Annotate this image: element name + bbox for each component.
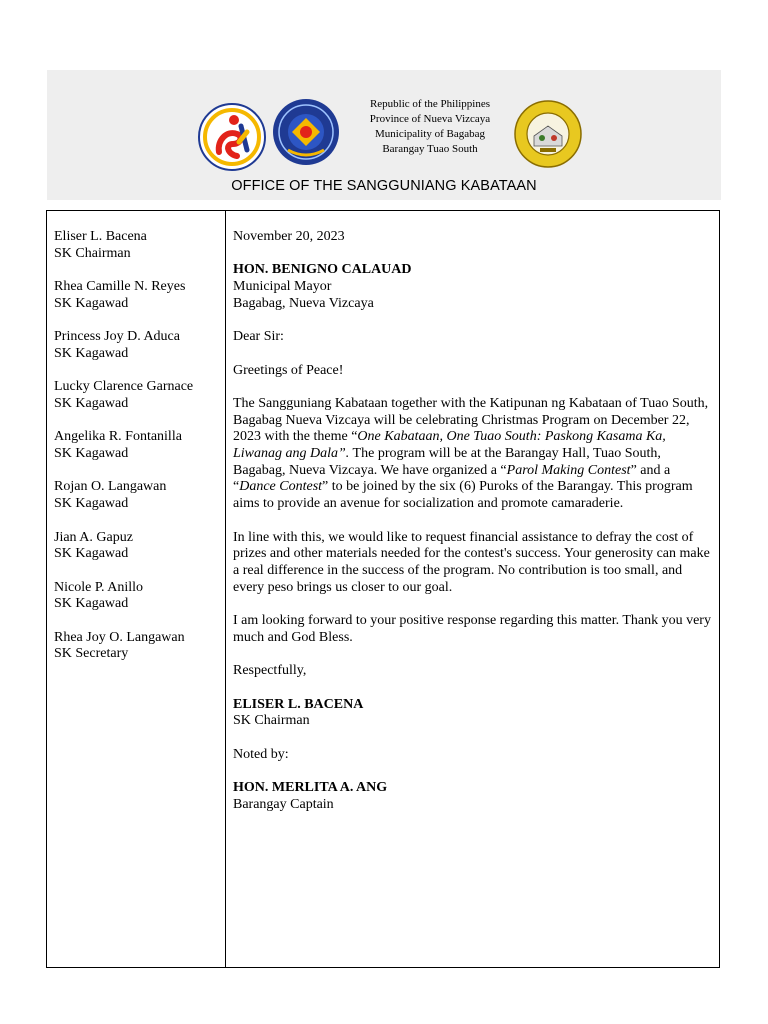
member-name: Nicole P. Anillo [54,579,144,595]
recipient-address: Bagabag, Nueva Vizcaya [233,295,374,311]
member-role: SK Secretary [54,646,129,662]
member-name: Lucky Clarence Garnace [54,379,194,395]
noted-by-name: HON. MERLITA A. ANG [233,780,388,796]
letter-date: November 20, 2023 [233,229,345,244]
member-name: Rhea Joy O. Langawan [54,629,185,645]
letter-column [233,229,711,830]
member-item [54,530,222,563]
noted-by-label: Noted by: [233,746,289,762]
noted-by-block [233,780,711,813]
salutation: Dear Sir: [233,329,284,345]
contest-parol: Parol Making Contest [506,462,631,478]
address-line-3: Municipality of Bagabag [375,128,485,140]
address-line-2: Province of Nueva Vizcaya [369,113,491,125]
member-role: SK Kagawad [54,546,129,562]
signatory-name: ELISER L. BACENA [233,696,364,712]
member-item [54,229,222,262]
member-role: SK Chairman [54,245,131,261]
member-item [54,479,222,512]
member-item [54,429,222,462]
member-name: Angelika R. Fontanilla [54,429,182,445]
recipient-title: Municipal Mayor [233,279,332,295]
sk-logo-icon [197,102,267,177]
address-block [355,97,505,157]
contest-dance: Dance Contest [239,479,323,495]
member-item [54,279,222,312]
member-name: Rhea Camille N. Reyes [54,279,186,295]
member-role: SK Kagawad [54,446,129,462]
body1-text-a: The Sangguniang Kabataan together with the Katipunan ng Kabataan of Tuao South, Bagabag Nueva Vizcaya will be celebrating Christmas Program on December 22, 2023 with the theme “ [233,395,709,445]
member-role: SK Kagawad [54,395,129,411]
member-name: Eliser L. Bacena [54,229,147,244]
member-name: Princess Joy D. Aduca [54,329,180,345]
body-paragraph-3: I am looking forward to your positive response regarding this matter. Thank you very much and God Bless. [233,613,711,645]
body1-text-c: ” and a “ [233,462,671,495]
body1-text-b: The program will be at the Barangay Hall, Tuao South, Bagabag, Nueva Vizcaya. We have organized a “ [233,446,661,478]
sangguniang-kabataan-seal-icon [272,98,340,171]
greeting: Greetings of Peace! [233,362,344,378]
address-line-4: Barangay Tuao South [382,143,478,155]
body1-text-d: ” to be joined by the six (6) Puroks of the Barangay. This program aims to provide an avenue for socialization and promote camaraderie. [233,479,693,512]
body-paragraph-2: In line with this, we would like to request financial assistance to defray the cost of prizes and other materials needed for the contest's success. Your generosity can make a real difference in the success of the program. No contribution is too small, and every peso brings us closer to our goal. [233,529,710,595]
program-theme: One Kabataan, One Tuao South: Paskong Kasama Ka, Liwanag ang Dala”. [233,429,666,462]
member-role: SK Kagawad [54,596,129,612]
member-role: SK Kagawad [54,345,129,361]
closing: Respectfully, [233,663,307,679]
address-line-1: Republic of the Philippines [369,98,491,110]
member-item [54,329,222,362]
letterhead [47,70,721,200]
column-divider [225,211,226,967]
recipient-name: HON. BENIGNO CALAUAD [233,262,412,278]
member-name: Rojan O. Langawan [54,479,167,495]
member-role: SK Kagawad [54,295,129,311]
letter-body-box [46,210,720,968]
office-title: OFFICE OF THE SANGGUNIANG KABATAAN [231,178,537,194]
signatory-block [233,697,711,730]
body-paragraph-1 [233,396,711,513]
member-item [54,379,222,412]
members-column [54,229,222,680]
barangay-seal-icon [514,100,582,173]
noted-by-title: Barangay Captain [233,796,334,812]
member-role: SK Kagawad [54,496,129,512]
member-item [54,630,222,663]
recipient-block [233,262,711,312]
member-name: Jian A. Gapuz [54,529,133,545]
member-item [54,580,222,613]
signatory-title: SK Chairman [233,713,310,729]
